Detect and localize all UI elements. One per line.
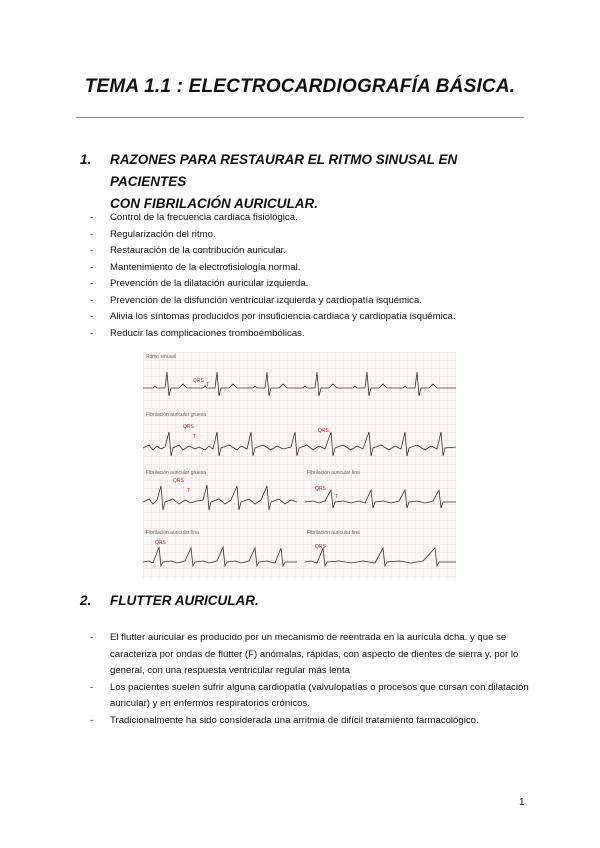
- ecg-mark: QRS: [173, 478, 184, 484]
- section-2-list: [90, 630, 545, 729]
- ecg-figure: [143, 352, 456, 578]
- section-1-number: 1.: [80, 152, 92, 167]
- ecg-mark: T: [193, 434, 197, 440]
- ecg-grid: [143, 352, 456, 578]
- section-1-heading: [80, 149, 540, 211]
- list-item: - Control de la frecuencia cardiaca fisiológica.: [90, 210, 540, 227]
- section-1-heading-line2: CON FIBRILACIÓN AURICULAR.: [110, 196, 318, 211]
- list-item: - Prevención de la disfunción ventricular izquierda y cardiopatía isquémica.: [90, 293, 540, 310]
- ecg-mark: QRS: [193, 378, 204, 384]
- list-item: - Alivia los síntomas producidos por insuficiencia cardiaca y cardiopatía isquémica.: [90, 309, 540, 326]
- ecg-panel-label: Fibrilación auricular gruesa: [146, 470, 207, 476]
- list-item: - Regularización del ritmo.: [90, 227, 540, 244]
- ecg-mark: T: [187, 488, 191, 494]
- ecg-mark: QRS: [183, 424, 194, 430]
- ecg-mark: T: [206, 382, 210, 388]
- page-number: 1: [519, 797, 525, 808]
- list-item: - Mantenimiento de la electrofisiología normal.: [90, 260, 540, 277]
- ecg-panel-label: Ritmo sinusal: [146, 354, 177, 360]
- list-item: - Reducir las complicaciones tromboembólicas.: [90, 326, 540, 343]
- list-item: - Los pacientes suelen sufrir alguna cardiopatía (valvulopatías o procesos que cursan con dilatación auricular) y en enfermos respiratorios crónicos.: [90, 680, 545, 713]
- section-2-heading-line1: FLUTTER AURICULAR.: [110, 593, 259, 608]
- ecg-panel-label: Fibrilación auricular fina: [146, 530, 199, 536]
- ecg-mark: QRS: [315, 544, 326, 550]
- ecg-mark: QRS: [318, 428, 329, 434]
- ecg-panel-label: Fibrilación auricular gruesa: [146, 412, 207, 418]
- ecg-mark: QRS: [315, 486, 326, 492]
- list-item: - Tradicionalmente ha sido considerada una arritmia de difícil tratamiento farmacológico.: [90, 713, 545, 730]
- title-divider: [76, 117, 524, 118]
- list-item: - El flutter auricular es producido por un mecanismo de reentrada en la aurícula dcha. y que se caracteriza por ondas de flutter (F) anómalas, rápidas, con aspecto de dientes de sierra y, por lo general, con una respuesta ventricular regular más lenta: [90, 630, 545, 680]
- ecg-panel-label: Fibrilación auricular fina: [307, 530, 360, 536]
- list-item: - Prevención de la dilatación auricular izquierda.: [90, 276, 540, 293]
- section-2-heading: [80, 590, 540, 612]
- ecg-mark: T: [335, 494, 339, 500]
- section-2-number: 2.: [80, 593, 92, 608]
- page-title: TEMA 1.1 : ELECTROCARDIOGRAFÍA BÁSICA.: [84, 76, 516, 97]
- ecg-mark: QRS: [155, 540, 166, 546]
- list-item: - Restauración de la contribución auricular.: [90, 243, 540, 260]
- section-1-heading-line1: RAZONES PARA RESTAURAR EL RITMO SINUSAL EN PACIENTES: [110, 152, 458, 189]
- ecg-panel-label: Fibrilación auricular fina: [307, 470, 360, 476]
- section-1-list: [90, 210, 540, 342]
